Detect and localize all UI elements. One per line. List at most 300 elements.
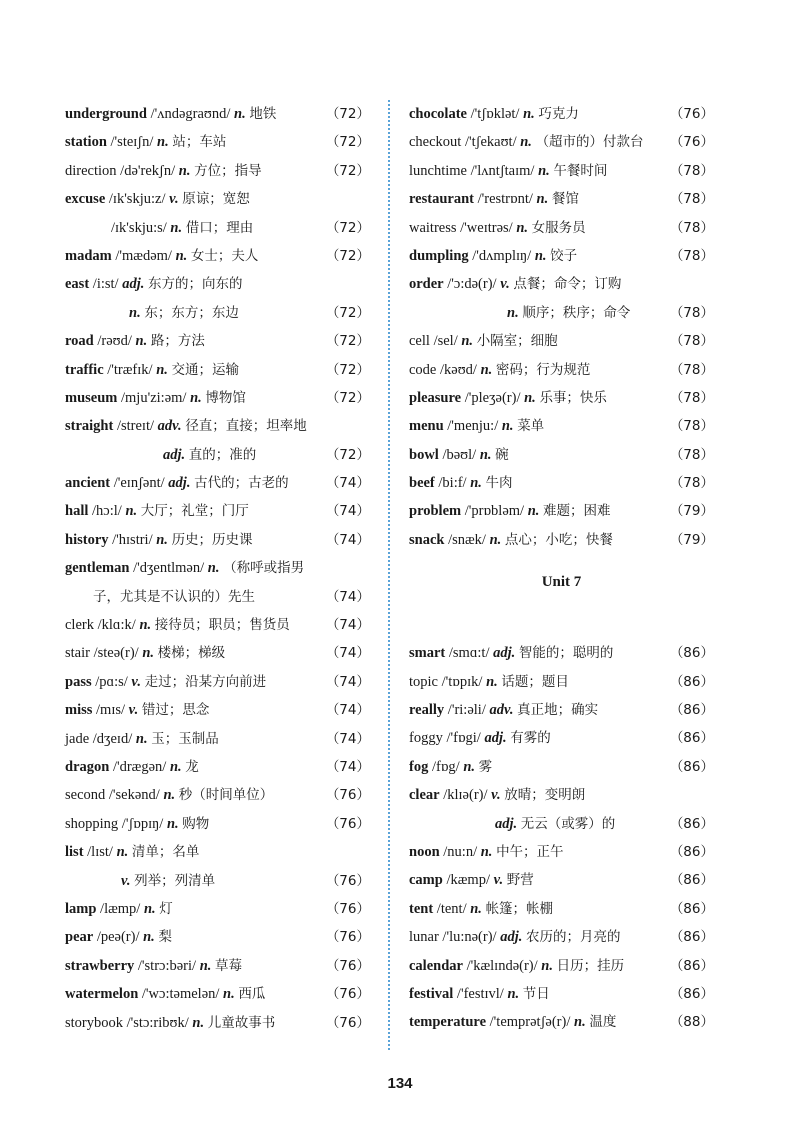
part-of-speech: v.: [128, 702, 139, 719]
chinese-meaning: （超市的）付款台: [535, 134, 644, 151]
vocab-entry: [409, 1008, 714, 1036]
page-ref: （74）: [325, 503, 370, 520]
vocab-entry: [65, 583, 370, 611]
vocab-entry: [409, 100, 714, 128]
headword: east: [65, 276, 90, 293]
chinese-meaning: 灯: [159, 900, 173, 917]
part-of-speech: adv.: [157, 418, 182, 435]
vocab-entry: [409, 895, 714, 923]
chinese-meaning: 顺序；秩序；命令: [522, 304, 631, 321]
part-of-speech: n.: [507, 304, 519, 321]
page-ref: （78）: [669, 475, 714, 492]
page-ref: （74）: [325, 617, 370, 634]
chinese-meaning: 东方的；向东的: [148, 276, 243, 293]
part-of-speech: v.: [131, 673, 141, 690]
headword: calendar: [409, 957, 463, 974]
chinese-meaning: 无云（或雾）的: [520, 815, 616, 832]
page-ref: （79）: [669, 503, 714, 520]
vocab-entry: [65, 157, 370, 185]
part-of-speech: n.: [523, 106, 535, 122]
headword: beef: [409, 475, 435, 492]
page-ref: （76）: [325, 957, 370, 974]
page-ref: （74）: [325, 758, 370, 775]
phonetic: /peə(r)/: [96, 929, 140, 946]
chinese-meaning: 错过；思念: [141, 702, 210, 719]
part-of-speech: n.: [135, 730, 148, 747]
vocab-entry: [65, 554, 370, 582]
headword: station: [65, 134, 107, 151]
vocab-entry: [409, 923, 714, 951]
part-of-speech: n.: [129, 304, 141, 321]
part-of-speech: n.: [125, 503, 138, 520]
vocab-entry: [65, 952, 370, 980]
chinese-meaning: 日历；挂历: [556, 957, 625, 974]
chinese-meaning: 点餐；命令；订购: [513, 276, 622, 293]
chinese-meaning: 密码；行为规范: [495, 361, 591, 378]
part-of-speech: v.: [121, 872, 131, 889]
page-number: 134: [387, 1075, 413, 1092]
vocab-entry: [409, 526, 714, 554]
part-of-speech: n.: [480, 843, 493, 860]
phonetic: /'stɔ:ribʊk/: [126, 1014, 189, 1031]
chinese-meaning: 接待员；职员；售货员: [154, 617, 290, 634]
headword: foggy: [409, 730, 443, 747]
headword: bowl: [409, 446, 439, 463]
phonetic: /'tɒpɪk/: [441, 673, 483, 690]
page-ref: （72）: [325, 361, 370, 378]
phonetic: /'tʃɒklət/: [470, 106, 520, 122]
phonetic: /tent/: [436, 900, 467, 917]
part-of-speech: n.: [524, 389, 536, 406]
chinese-meaning: 清单；名单: [131, 844, 200, 861]
vocab-entry: [65, 810, 370, 838]
headword: direction: [65, 162, 117, 179]
phonetic: /nu:n/: [443, 843, 478, 860]
page-ref: （79）: [669, 531, 714, 548]
page-ref: （72）: [325, 162, 370, 179]
page-ref: （72）: [325, 134, 370, 151]
headword: smart: [409, 645, 446, 662]
unit-heading-block: [409, 554, 714, 639]
vocab-entry: [65, 1009, 370, 1037]
headword: hall: [65, 503, 89, 520]
part-of-speech: n.: [207, 560, 220, 577]
part-of-speech: n.: [178, 162, 191, 179]
part-of-speech: adv.: [489, 702, 514, 719]
phonetic: /ɪk'skju:z/: [108, 191, 166, 208]
part-of-speech: n.: [538, 162, 550, 179]
headword: traffic: [65, 361, 104, 378]
chinese-meaning: 古代的；古老的: [194, 475, 289, 492]
vocab-entry: [65, 838, 370, 866]
page-ref: （86）: [669, 702, 714, 719]
page-ref: （78）: [669, 389, 714, 406]
headword: checkout: [409, 134, 462, 151]
phonetic: /streɪt/: [116, 418, 155, 435]
phonetic: /'lʌntʃtaɪm/: [470, 162, 535, 179]
page-ref: （78）: [669, 418, 714, 435]
phonetic: /'ri:əli/: [447, 702, 486, 719]
page-ref: （86）: [669, 843, 714, 860]
vocab-entry: [409, 952, 714, 980]
part-of-speech: n.: [527, 503, 540, 520]
headword: miss: [65, 702, 93, 719]
chinese-meaning: 女士；夫人: [190, 247, 259, 264]
page-ref: （72）: [325, 389, 370, 406]
part-of-speech: n.: [156, 361, 168, 378]
vocab-entry: [65, 696, 370, 724]
vocab-entry: [409, 185, 714, 213]
vocab-entry: [409, 753, 714, 781]
chinese-meaning: 智能的；聪明的: [518, 645, 614, 662]
headword: problem: [409, 503, 462, 520]
headword: really: [409, 702, 445, 719]
phonetic: /fɒg/: [431, 758, 460, 775]
chinese-meaning: 小隔室；细胞: [476, 333, 558, 350]
chinese-meaning: （称呼或指男: [223, 560, 305, 577]
page-ref: （78）: [669, 162, 714, 179]
part-of-speech: n.: [486, 673, 498, 690]
phonetic: /də'rekʃn/: [120, 162, 176, 179]
headword: madam: [65, 247, 112, 264]
headword: fog: [409, 758, 429, 775]
headword: ancient: [65, 475, 111, 492]
headword: dumpling: [409, 247, 469, 264]
page-ref: （72）: [325, 446, 370, 463]
phonetic: /'weɪtrəs/: [460, 219, 513, 236]
headword: clerk: [65, 617, 94, 634]
headword: topic: [409, 673, 438, 690]
headword: order: [409, 276, 444, 293]
chinese-meaning: 草莓: [215, 957, 243, 974]
part-of-speech: n.: [190, 389, 202, 406]
chinese-meaning: 西瓜: [238, 986, 266, 1003]
vocab-entry: [65, 469, 370, 497]
vocab-entry: [65, 923, 370, 951]
phonetic: /steə(r)/: [93, 645, 139, 662]
vocab-entry: [409, 128, 714, 156]
phonetic: /klɪə(r)/: [443, 787, 488, 804]
part-of-speech: n.: [479, 446, 492, 463]
headword: storybook: [65, 1014, 123, 1031]
vocab-entry: [65, 128, 370, 156]
vocab-entry: [409, 270, 714, 298]
phonetic: /'drægən/: [112, 758, 167, 775]
part-of-speech: adj.: [484, 730, 507, 747]
phonetic: /'hɪstri/: [112, 531, 153, 548]
part-of-speech: n.: [541, 957, 553, 974]
phonetic: /kæmp/: [446, 872, 490, 889]
page-ref: （76）: [325, 986, 370, 1003]
phonetic: /lɪst/: [87, 844, 113, 861]
part-of-speech: n.: [156, 531, 168, 548]
page-ref: （74）: [325, 475, 370, 492]
part-of-speech: adj.: [495, 815, 518, 832]
vocab-entry: [65, 242, 370, 270]
headword: dragon: [65, 758, 110, 775]
phonetic: /'ɔ:də(r)/: [447, 276, 497, 293]
vocab-entry: [409, 781, 714, 809]
part-of-speech: n.: [199, 957, 212, 974]
headword: code: [409, 361, 437, 378]
part-of-speech: adj.: [493, 645, 516, 662]
vocab-entry: [409, 696, 714, 724]
part-of-speech: adj.: [168, 475, 191, 492]
part-of-speech: n.: [143, 900, 156, 917]
chinese-meaning: 楼梯；梯级: [157, 645, 226, 662]
chinese-meaning: 子，尤其是不认识的）先生: [93, 588, 255, 605]
phonetic: /'restrɒnt/: [477, 191, 533, 208]
vocab-entry: [409, 866, 714, 894]
vocab-entry: [409, 356, 714, 384]
chinese-meaning: 列举；列清单: [134, 872, 216, 889]
headword: gentleman: [65, 560, 130, 577]
page-ref: （76）: [325, 815, 370, 832]
page-ref: （74）: [325, 702, 370, 719]
headword: museum: [65, 389, 118, 406]
chinese-meaning: 野营: [506, 872, 534, 889]
phonetic: /'eɪnʃənt/: [113, 475, 165, 492]
headword: excuse: [65, 191, 106, 208]
part-of-speech: n.: [175, 247, 188, 264]
page-ref: （76）: [325, 900, 370, 917]
vocab-entry: [65, 270, 370, 298]
part-of-speech: n.: [463, 758, 476, 775]
chinese-meaning: 放晴；变明朗: [504, 787, 586, 804]
headword: strawberry: [65, 957, 135, 974]
part-of-speech: n.: [157, 134, 169, 151]
phonetic: /dʒeɪd/: [92, 730, 133, 747]
headword: chocolate: [409, 106, 467, 122]
vocab-entry: [409, 668, 714, 696]
phonetic: /hɔ:l/: [92, 503, 122, 520]
headword: tent: [409, 900, 434, 917]
chinese-meaning: 梨: [158, 929, 172, 946]
page-ref: （86）: [669, 815, 714, 832]
chinese-meaning: 走过；沿某方向前进: [144, 673, 267, 690]
vocab-entry: [409, 724, 714, 752]
chinese-meaning: 女服务员: [531, 219, 586, 236]
page-ref: （86）: [669, 872, 714, 889]
part-of-speech: n.: [169, 758, 182, 775]
part-of-speech: v.: [491, 787, 501, 804]
phonetic: /bəʊl/: [442, 446, 477, 463]
vocab-entry: [409, 980, 714, 1008]
part-of-speech: n.: [223, 986, 235, 1003]
headword: snack: [409, 531, 445, 548]
chinese-meaning: 午餐时间: [553, 162, 608, 179]
chinese-meaning: 博物馆: [205, 389, 246, 406]
page-ref: （74）: [325, 730, 370, 747]
part-of-speech: n.: [507, 985, 520, 1002]
vocab-entry: [409, 838, 714, 866]
page-ref: （86）: [669, 730, 714, 747]
page-ref: （72）: [325, 106, 370, 122]
chinese-meaning: 地铁: [249, 106, 277, 122]
chinese-meaning: 菜单: [517, 418, 545, 435]
vocab-entry: [409, 639, 714, 667]
phonetic: /'wɔ:təmelən/: [141, 986, 220, 1003]
vocab-entry: [65, 725, 370, 753]
part-of-speech: n.: [489, 531, 502, 548]
phonetic: /'dʒentlmən/: [133, 560, 205, 577]
phonetic: /'lu:nə(r)/: [442, 929, 497, 946]
phonetic: /bi:f/: [438, 475, 467, 492]
chinese-meaning: 真正地；确实: [517, 702, 599, 719]
chinese-meaning: 径直；直接；坦率地: [185, 418, 307, 435]
phonetic: /i:st/: [92, 276, 119, 293]
vocab-entry: [409, 157, 714, 185]
vocab-entry: [65, 639, 370, 667]
phonetic: /'fɒgi/: [446, 730, 481, 747]
chinese-meaning: 历史；历史课: [171, 531, 253, 548]
phonetic: /'tʃekaʊt/: [464, 134, 517, 151]
chinese-meaning: 农历的；月亮的: [525, 929, 621, 946]
page-ref: （78）: [669, 361, 714, 378]
headword: underground: [65, 106, 147, 122]
chinese-meaning: 有雾的: [510, 730, 551, 747]
part-of-speech: adj.: [500, 929, 523, 946]
chinese-meaning: 中午；正午: [496, 843, 564, 860]
headword: watermelon: [65, 986, 139, 1003]
vocab-entry: [65, 497, 370, 525]
vocab-entry: [65, 356, 370, 384]
vocab-entry: [65, 441, 370, 469]
phonetic: /'pleʒə(r)/: [464, 389, 521, 406]
page-ref: （86）: [669, 985, 714, 1002]
headword: waitress: [409, 219, 457, 236]
chinese-meaning: 儿童故事书: [207, 1014, 276, 1031]
phonetic: /ɪk'skju:s/: [111, 219, 167, 236]
chinese-meaning: 玉；玉制品: [151, 730, 219, 747]
chinese-meaning: 大厅；礼堂；门厅: [140, 503, 249, 520]
chinese-meaning: 碗: [495, 446, 509, 463]
right-entries-unit6: [409, 100, 714, 554]
chinese-meaning: 秒（时间单位）: [178, 787, 274, 804]
page-ref: （72）: [325, 304, 370, 321]
part-of-speech: adj.: [122, 276, 145, 293]
chinese-meaning: 雾: [478, 758, 493, 775]
page-ref: （76）: [669, 106, 714, 122]
chinese-meaning: 方位；指导: [194, 162, 262, 179]
headword: jade: [65, 730, 90, 747]
headword: cell: [409, 333, 430, 350]
part-of-speech: n.: [574, 1014, 586, 1031]
phonetic: /'strɔ:bəri/: [137, 957, 197, 974]
page-ref: （88）: [669, 1014, 714, 1031]
phonetic: /'menju:/: [447, 418, 499, 435]
page-ref: （86）: [669, 900, 714, 917]
part-of-speech: n.: [461, 333, 474, 350]
chinese-meaning: 牛肉: [485, 475, 513, 492]
vocab-entry: [65, 611, 370, 639]
vocab-entry: [65, 100, 370, 128]
vocab-entry: [409, 497, 714, 525]
part-of-speech: n.: [234, 106, 246, 122]
chinese-meaning: 节日: [522, 985, 550, 1002]
chinese-meaning: 乐事；快乐: [539, 389, 607, 406]
headword: straight: [65, 418, 114, 435]
part-of-speech: n.: [536, 191, 549, 208]
page-ref: （86）: [669, 929, 714, 946]
chinese-meaning: 难题；困难: [543, 503, 611, 520]
vocab-entry: [65, 753, 370, 781]
left-column: [65, 100, 370, 1037]
headword: pear: [65, 929, 94, 946]
page-ref: （76）: [325, 787, 370, 804]
chinese-meaning: 直的；准的: [188, 446, 257, 463]
page-ref: （86）: [669, 758, 714, 775]
phonetic: /'kælɪndə(r)/: [466, 957, 538, 974]
part-of-speech: n.: [501, 418, 514, 435]
page-ref: （74）: [325, 588, 370, 605]
part-of-speech: n.: [135, 333, 148, 350]
vocab-entry: [65, 299, 370, 327]
chinese-meaning: 站；车站: [172, 134, 227, 151]
part-of-speech: n.: [534, 247, 547, 264]
part-of-speech: n.: [516, 219, 529, 236]
page-ref: （78）: [669, 304, 714, 321]
headword: noon: [409, 843, 440, 860]
vocab-entry: [65, 980, 370, 1008]
part-of-speech: n.: [470, 900, 482, 917]
phonetic: /'træfɪk/: [107, 361, 153, 378]
page-ref: （76）: [325, 929, 370, 946]
part-of-speech: n.: [163, 787, 176, 804]
phonetic: /'temprətʃə(r)/: [489, 1014, 571, 1031]
vocab-entry: [65, 327, 370, 355]
page-ref: （86）: [669, 673, 714, 690]
vocab-entry: [65, 384, 370, 412]
chinese-meaning: 点心；小吃；快餐: [504, 531, 613, 548]
headword: shopping: [65, 815, 119, 832]
page-ref: （76）: [669, 134, 714, 151]
right-entries-unit7: [409, 639, 714, 1036]
chinese-meaning: 话题；题目: [501, 673, 569, 690]
headword: second: [65, 787, 106, 804]
page-ref: （78）: [669, 191, 714, 208]
vocab-entry: [65, 526, 370, 554]
part-of-speech: adj.: [163, 446, 186, 463]
vocab-entry: [409, 412, 714, 440]
chinese-meaning: 借口；理由: [185, 219, 254, 236]
phonetic: /kəʊd/: [440, 361, 477, 378]
page-ref: （72）: [325, 333, 370, 350]
part-of-speech: v.: [169, 191, 179, 208]
part-of-speech: n.: [480, 361, 493, 378]
phonetic: /rəʊd/: [97, 333, 132, 350]
page-ref: （78）: [669, 247, 714, 264]
page-ref: （74）: [325, 673, 370, 690]
page-ref: （74）: [325, 645, 370, 662]
part-of-speech: n.: [192, 1014, 205, 1031]
page-ref: （76）: [325, 1014, 370, 1031]
headword: menu: [409, 418, 444, 435]
page-ref: （72）: [325, 219, 370, 236]
page-ref: （86）: [669, 645, 714, 662]
chinese-meaning: 餐馆: [551, 191, 579, 208]
phonetic: /'mædəm/: [115, 247, 172, 264]
phonetic: /'ʃɒpɪŋ/: [121, 815, 164, 832]
page-ref: （78）: [669, 219, 714, 236]
headword: road: [65, 333, 94, 350]
part-of-speech: n.: [166, 815, 179, 832]
unit-heading: Unit 7: [541, 574, 582, 591]
page-ref: （76）: [325, 872, 370, 889]
vocab-entry: [409, 299, 714, 327]
vocab-entry: [65, 895, 370, 923]
part-of-speech: n.: [470, 475, 482, 492]
